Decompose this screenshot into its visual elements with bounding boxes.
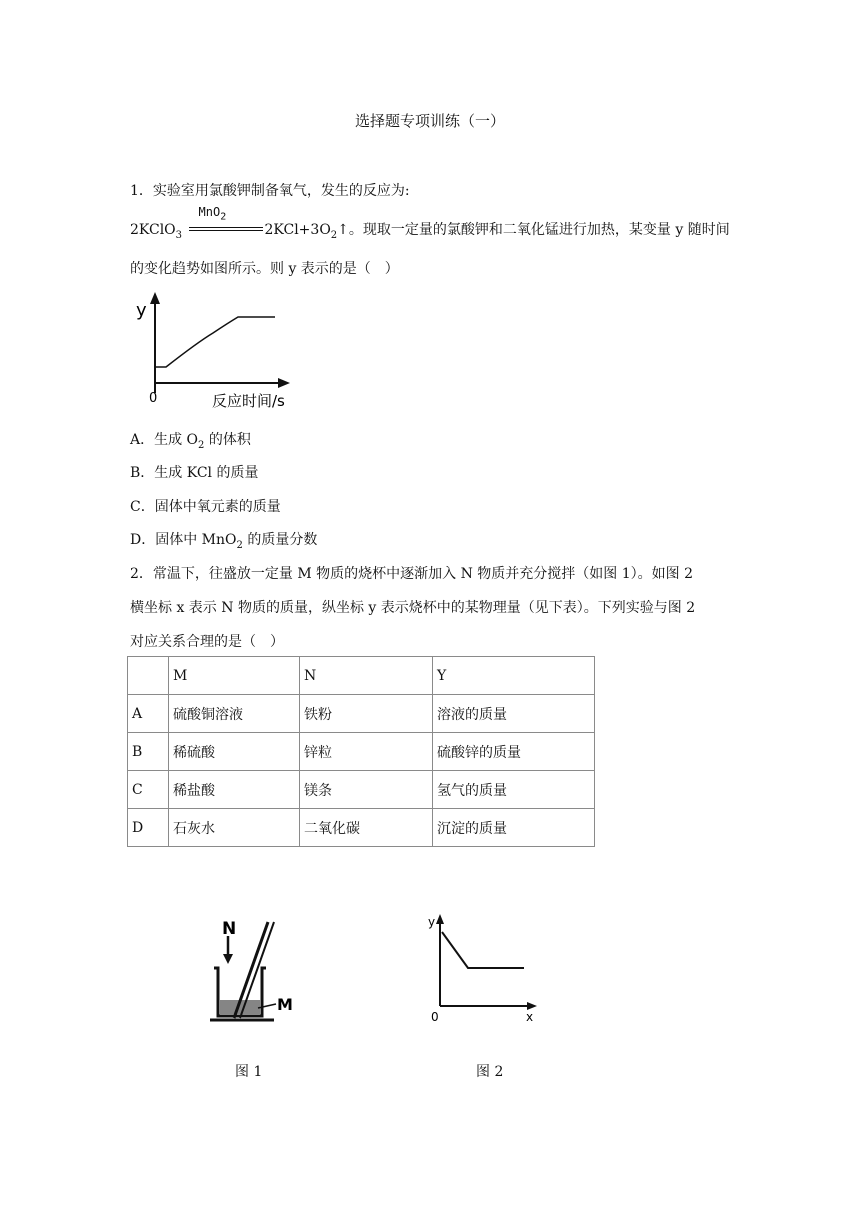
q2-figure2-graph [420, 910, 545, 1025]
q2-table [127, 656, 595, 847]
q1-y-label: y [136, 300, 147, 321]
table-cell: 稀盐酸 [169, 771, 300, 809]
table-header-cell: N [300, 657, 433, 695]
table-header-cell [128, 657, 169, 695]
table-cell: 稀硫酸 [169, 733, 300, 771]
q1-y-axis-arrow [150, 292, 160, 304]
table-cell: 铁粉 [300, 695, 433, 733]
table-cell: C [128, 771, 169, 809]
q1-x-axis-arrow [278, 378, 290, 388]
table-cell: 镁条 [300, 771, 433, 809]
figure1-label-n: N [222, 919, 237, 939]
table-cell: 硫酸铜溶液 [169, 695, 300, 733]
q1-option-d: D．固体中 MnO$_2$ 的质量分数 [130, 532, 318, 551]
table-header-row [128, 657, 595, 695]
table-row [128, 771, 595, 809]
q1-equation-line [130, 205, 730, 241]
figure1-caption: 图 1 [235, 1064, 263, 1080]
q1-products: $2KCl+3O_2$ [264, 222, 338, 241]
q2-stem-line2: 横坐标 x 表示 N 物质的质量，纵坐标 y 表示烧杯中的某物理量（见下表）。下列实验与图 2 [130, 600, 696, 616]
table-row [128, 733, 595, 771]
table-header-cell: Y [433, 657, 595, 695]
table-header-cell: M [169, 657, 300, 695]
page-title: 选择题专项训练（一） [354, 112, 505, 130]
q1-option-c: C．固体中氧元素的质量 [130, 499, 281, 515]
q1-option-b: B．生成 KCl 的质量 [130, 465, 259, 481]
table-cell: D [128, 809, 169, 847]
q1-stem-line3: 的变化趋势如图所示。则 y 表示的是（ ） [130, 261, 399, 277]
table-cell: 溶液的质量 [433, 695, 595, 733]
table-cell: 石灰水 [169, 809, 300, 847]
table-cell: 沉淀的质量 [433, 809, 595, 847]
q1-reactant: 2KClO$_3$ [130, 222, 183, 241]
q1-catalyst: MnO$_2$ [198, 205, 227, 223]
figure2-caption: 图 2 [476, 1064, 504, 1080]
q1-option-a: A．生成 $O_2$ 的体积 [130, 432, 251, 451]
q1-x-label: 反应时间/s [212, 392, 285, 410]
figure2-curve [442, 932, 524, 968]
figure2-origin-label: 0 [431, 1010, 439, 1024]
table-cell: 氢气的质量 [433, 771, 595, 809]
q2-stem-line1: 2．常温下，往盛放一定量 M 物质的烧杯中逐渐加入 N 物质并充分搅拌（如图 1）。如图 2 [130, 566, 694, 582]
q2-stem-line3: 对应关系合理的是（ ） [130, 634, 284, 650]
table-cell: 锌粒 [300, 733, 433, 771]
q1-reaction-condition [189, 205, 263, 237]
table-cell: A [128, 695, 169, 733]
figure2-y-label: y [428, 915, 436, 929]
q1-origin-label: 0 [149, 391, 158, 406]
q1-curve [155, 317, 275, 367]
q1-graph [128, 290, 308, 415]
table-cell: B [128, 733, 169, 771]
figure1-label-m: M [277, 995, 293, 1014]
q1-stem-continuation: ↑。现取一定量的氯酸钾和二氧化锰进行加热，某变量 y 随时间 [337, 222, 730, 238]
table-row [128, 809, 595, 847]
q1-stem-line1: 1．实验室用氯酸钾制备氧气，发生的反应为: [130, 183, 410, 199]
figure2-x-label: x [526, 1010, 534, 1024]
table-row [128, 695, 595, 733]
q2-figure1-beaker [200, 912, 310, 1030]
table-cell: 二氧化碳 [300, 809, 433, 847]
table-cell: 硫酸锌的质量 [433, 733, 595, 771]
